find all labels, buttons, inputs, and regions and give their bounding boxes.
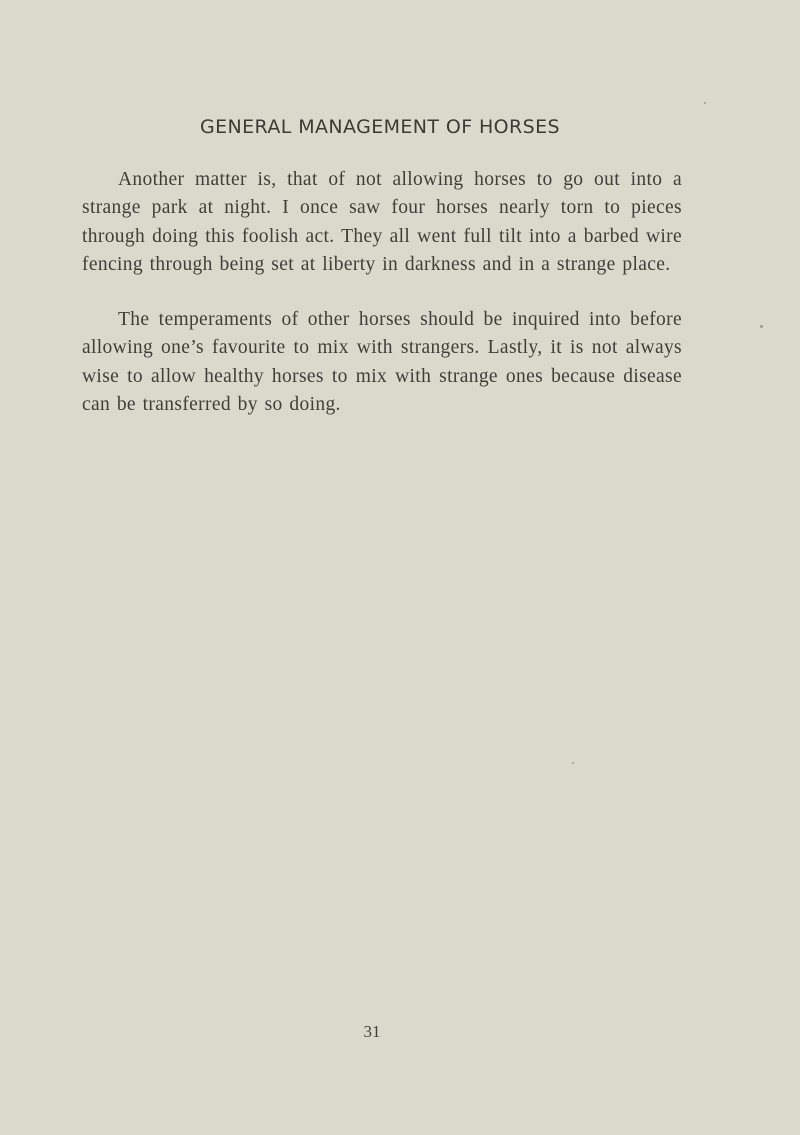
paper-speck [572, 762, 574, 764]
page-heading: GENERAL MANAGEMENT OF HORSES [200, 116, 560, 138]
paragraph-2: The temperaments of other horses should be inquired into before allowing one’s favourite to mix with strangers. Lastly, it is not always wise to allow healthy horses to mix with strange ones because disease can be transferred by so doing. [82, 309, 682, 415]
page-number: 31 [363, 1022, 381, 1041]
paragraph-1: Another matter is, that of not allowing horses to go out into a strange park at night. I once saw four horses nearly torn to pieces through doing this foolish act. They all went full tilt into a barbed wire fencing through being set at liberty in darkness and in a strange place. [82, 169, 682, 275]
paper-speck [704, 102, 706, 104]
paper-speck [760, 325, 763, 328]
